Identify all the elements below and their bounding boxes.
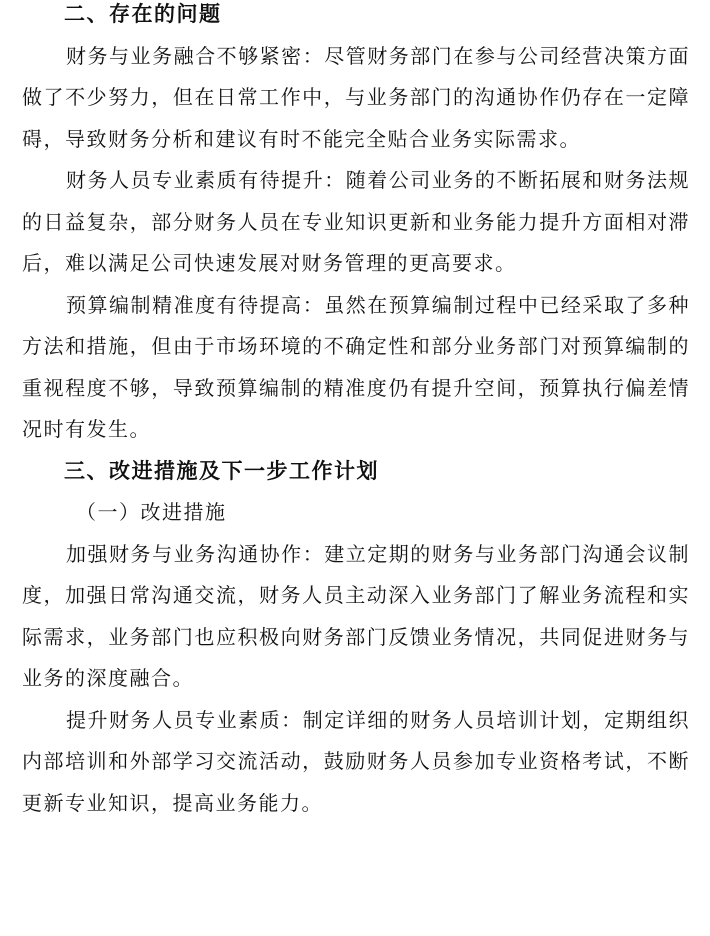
document-page [22,0,690,824]
paragraph-improve-staff-quality: 提升财务人员专业素质：制定详细的财务人员培训计划，定期组织内部培训和外部学习交流活动，鼓励财务人员参加专业资格考试，不断更新专业知识，提高业务能力。 [22,707,690,815]
paragraph-budget-accuracy: 预算编制精准度有待提高：虽然在预算编制过程中已经采取了多种方法和措施，但由于市场环境的不确定性和部分业务部门对预算编制的重视程度不够，导致预算编制的精准度仍有提升空间，预算执行偏差情况时有发生。 [22,292,690,441]
paragraph-finance-business-integration: 财务与业务融合不够紧密：尽管财务部门在参与公司经营决策方面做了不少努力，但在日常工作中，与业务部门的沟通协作仍存在一定障碍，导致财务分析和建议有时不能完全贴合业务实际需求。 [22,43,690,151]
paragraph-strengthen-communication: 加强财务与业务沟通协作：建立定期的财务与业务部门沟通会议制度，加强日常沟通交流，财务人员主动深入业务部门了解业务流程和实际需求，业务部门也应积极向财务部门反馈业务情况，共同促进财务与业务的深度融合。 [22,541,690,690]
section-heading-improvements: 三、改进措施及下一步工作计划 [64,458,379,483]
subsection-heading-measures: （一）改进措施 [76,500,227,524]
paragraph-staff-quality: 财务人员专业素质有待提升：随着公司业务的不断拓展和财务法规的日益复杂，部分财务人员在专业知识更新和业务能力提升方面相对滞后，难以满足公司快速发展对财务管理的更高要求。 [22,168,690,275]
section-heading-problems: 二、存在的问题 [64,2,222,26]
